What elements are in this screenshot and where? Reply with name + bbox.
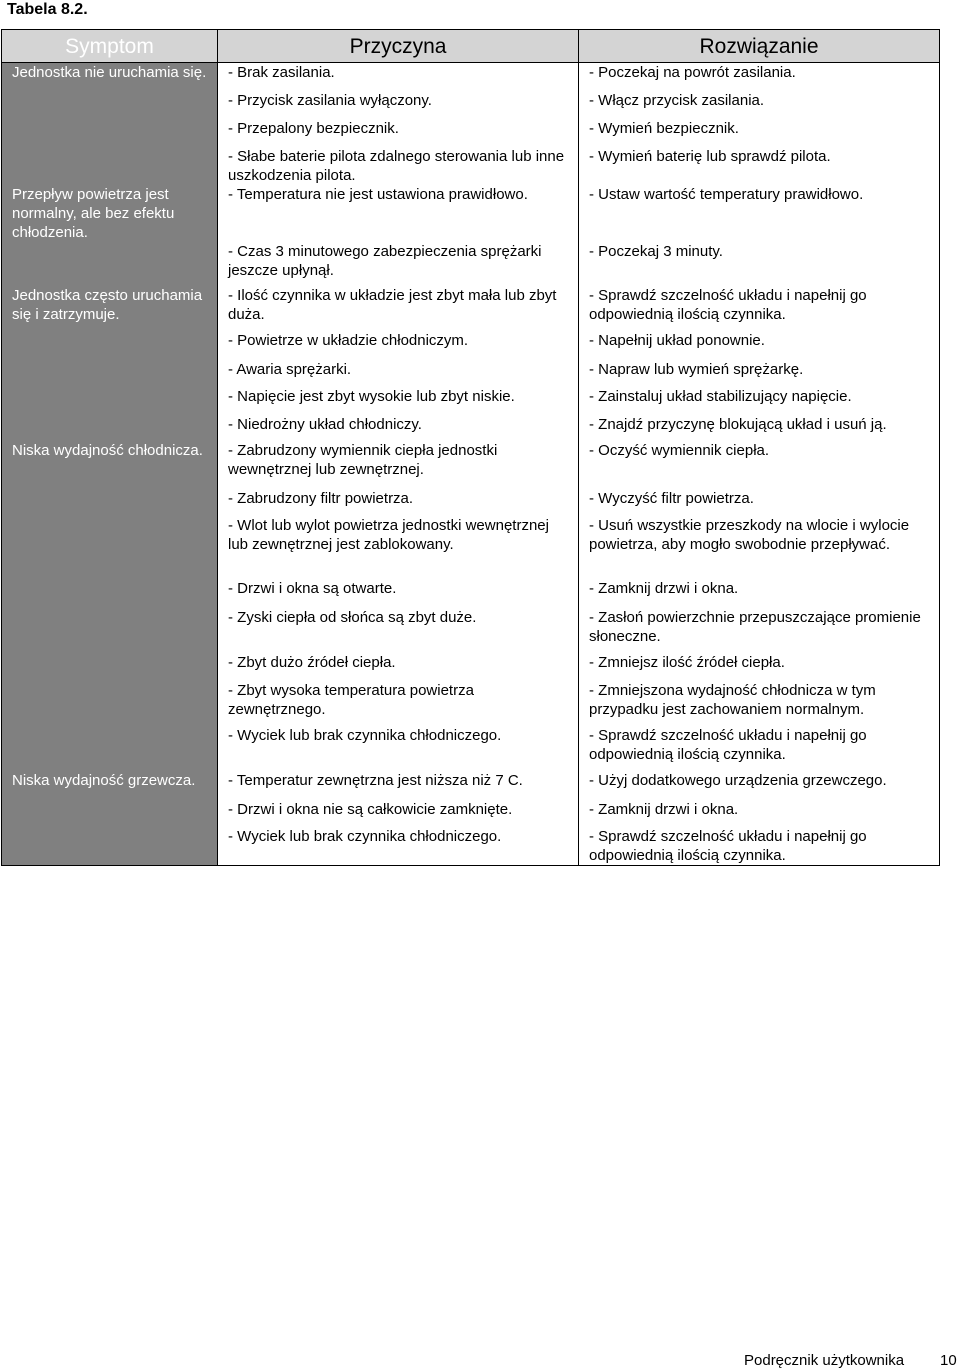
table-row <box>2 147 940 185</box>
symptom-cell: Jednostka nie uruchamia się. <box>2 63 218 91</box>
table-row <box>2 771 940 800</box>
table-row <box>2 827 940 866</box>
solution-cell: - Użyj dodatkowego urządzenia grzewczego. <box>579 771 940 800</box>
table-row <box>2 387 940 415</box>
cause-cell: - Przycisk zasilania wyłączony. <box>218 91 579 119</box>
solution-cell: - Wymień baterię lub sprawdź pilota. <box>579 147 940 185</box>
solution-cell: - Sprawdź szczelność układu i napełnij go odpowiednią ilością czynnika. <box>579 726 940 771</box>
symptom-cell <box>2 360 218 387</box>
cause-cell: - Temperatura nie jest ustawiona prawidłowo. <box>218 185 579 242</box>
solution-cell: - Poczekaj 3 minuty. <box>579 242 940 286</box>
cause-cell: - Ilość czynnika w układzie jest zbyt mała lub zbyt duża. <box>218 286 579 331</box>
cause-cell: - Awaria sprężarki. <box>218 360 579 387</box>
cause-cell: - Zabrudzony wymiennik ciepła jednostki wewnętrznej lub zewnętrznej. <box>218 441 579 489</box>
solution-cell: - Wymień bezpiecznik. <box>579 119 940 147</box>
cause-cell: - Zbyt wysoka temperatura powietrza zewnętrznego. <box>218 681 579 726</box>
table-caption: Tabela 8.2. <box>7 1 88 18</box>
cause-cell: - Przepalony bezpiecznik. <box>218 119 579 147</box>
symptom-cell <box>2 681 218 726</box>
solution-cell: - Zamknij drzwi i okna. <box>579 579 940 608</box>
cause-cell: - Wlot lub wylot powietrza jednostki wewnętrznej lub zewnętrznej jest zablokowany. <box>218 516 579 579</box>
solution-cell: - Zmniejsz ilość źródeł ciepła. <box>579 653 940 681</box>
solution-cell: - Zamknij drzwi i okna. <box>579 800 940 827</box>
symptom-cell <box>2 579 218 608</box>
solution-cell: - Napraw lub wymień sprężarkę. <box>579 360 940 387</box>
table-row <box>2 579 940 608</box>
table-row <box>2 681 940 726</box>
table-row <box>2 360 940 387</box>
table-row <box>2 242 940 286</box>
footer-manual-label: Podręcznik użytkownika <box>744 1352 905 1369</box>
cause-cell: - Powietrze w układzie chłodniczym. <box>218 331 579 360</box>
cause-cell: - Drzwi i okna są otwarte. <box>218 579 579 608</box>
solution-cell: - Ustaw wartość temperatury prawidłowo. <box>579 185 940 242</box>
solution-cell: - Zmniejszona wydajność chłodnicza w tym przypadku jest zachowaniem normalnym. <box>579 681 940 726</box>
cause-cell: - Wyciek lub brak czynnika chłodniczego. <box>218 726 579 771</box>
symptom-cell <box>2 516 218 579</box>
table-row <box>2 415 940 441</box>
table-row <box>2 286 940 331</box>
symptom-cell: Przepływ powietrza jest normalny, ale bez efektu chłodzenia. <box>2 185 218 242</box>
solution-cell: - Zainstaluj układ stabilizujący napięcie. <box>579 387 940 415</box>
table-row <box>2 441 940 489</box>
table-row <box>2 608 940 653</box>
cause-cell: - Niedrożny układ chłodniczy. <box>218 415 579 441</box>
header-solution: Rozwiązanie <box>579 30 940 63</box>
table-row <box>2 800 940 827</box>
cause-cell: - Słabe baterie pilota zdalnego sterowania lub inne uszkodzenia pilota. <box>218 147 579 185</box>
symptom-cell: Niska wydajność grzewcza. <box>2 771 218 800</box>
table-row <box>2 63 940 91</box>
symptom-cell <box>2 242 218 286</box>
symptom-cell <box>2 119 218 147</box>
page-number: 10 <box>940 1352 957 1369</box>
table-row <box>2 185 940 242</box>
cause-cell: - Wyciek lub brak czynnika chłodniczego. <box>218 827 579 866</box>
solution-cell: - Oczyść wymiennik ciepła. <box>579 441 940 489</box>
table-header-row <box>2 30 940 63</box>
solution-cell: - Napełnij układ ponownie. <box>579 331 940 360</box>
table-row <box>2 726 940 771</box>
table-row <box>2 653 940 681</box>
table-row <box>2 119 940 147</box>
solution-cell: - Zasłoń powierzchnie przepuszczające promienie słoneczne. <box>579 608 940 653</box>
cause-cell: - Zbyt dużo źródeł ciepła. <box>218 653 579 681</box>
solution-cell: - Znajdź przyczynę blokującą układ i usuń ją. <box>579 415 940 441</box>
table-row <box>2 516 940 579</box>
cause-cell: - Czas 3 minutowego zabezpieczenia sprężarki jeszcze upłynął. <box>218 242 579 286</box>
symptom-cell <box>2 331 218 360</box>
table-row <box>2 489 940 516</box>
cause-cell: - Napięcie jest zbyt wysokie lub zbyt niskie. <box>218 387 579 415</box>
symptom-cell <box>2 387 218 415</box>
symptom-cell <box>2 608 218 653</box>
symptom-cell <box>2 91 218 119</box>
solution-cell: - Wyczyść filtr powietrza. <box>579 489 940 516</box>
cause-cell: - Zabrudzony filtr powietrza. <box>218 489 579 516</box>
solution-cell: - Sprawdź szczelność układu i napełnij go odpowiednią ilością czynnika. <box>579 827 940 866</box>
table-row <box>2 331 940 360</box>
symptom-cell <box>2 800 218 827</box>
troubleshooting-table <box>1 29 940 866</box>
cause-cell: - Drzwi i okna nie są całkowicie zamknięte. <box>218 800 579 827</box>
symptom-cell <box>2 489 218 516</box>
cause-cell: - Brak zasilania. <box>218 63 579 91</box>
symptom-cell <box>2 827 218 866</box>
solution-cell: - Sprawdź szczelność układu i napełnij go odpowiednią ilością czynnika. <box>579 286 940 331</box>
symptom-cell <box>2 415 218 441</box>
symptom-cell <box>2 147 218 185</box>
header-cause: Przyczyna <box>218 30 579 63</box>
header-symptom: Symptom <box>2 30 218 63</box>
cause-cell: - Zyski ciepła od słońca są zbyt duże. <box>218 608 579 653</box>
table-row <box>2 91 940 119</box>
table-body <box>2 63 940 866</box>
solution-cell: - Usuń wszystkie przeszkody na wlocie i wylocie powietrza, aby mogło swobodnie przepływać. <box>579 516 940 579</box>
solution-cell: - Włącz przycisk zasilania. <box>579 91 940 119</box>
cause-cell: - Temperatur zewnętrzna jest niższa niż 7 C. <box>218 771 579 800</box>
symptom-cell <box>2 726 218 771</box>
symptom-cell: Jednostka często uruchamia się i zatrzymuje. <box>2 286 218 331</box>
symptom-cell <box>2 653 218 681</box>
solution-cell: - Poczekaj na powrót zasilania. <box>579 63 940 91</box>
symptom-cell: Niska wydajność chłodnicza. <box>2 441 218 489</box>
